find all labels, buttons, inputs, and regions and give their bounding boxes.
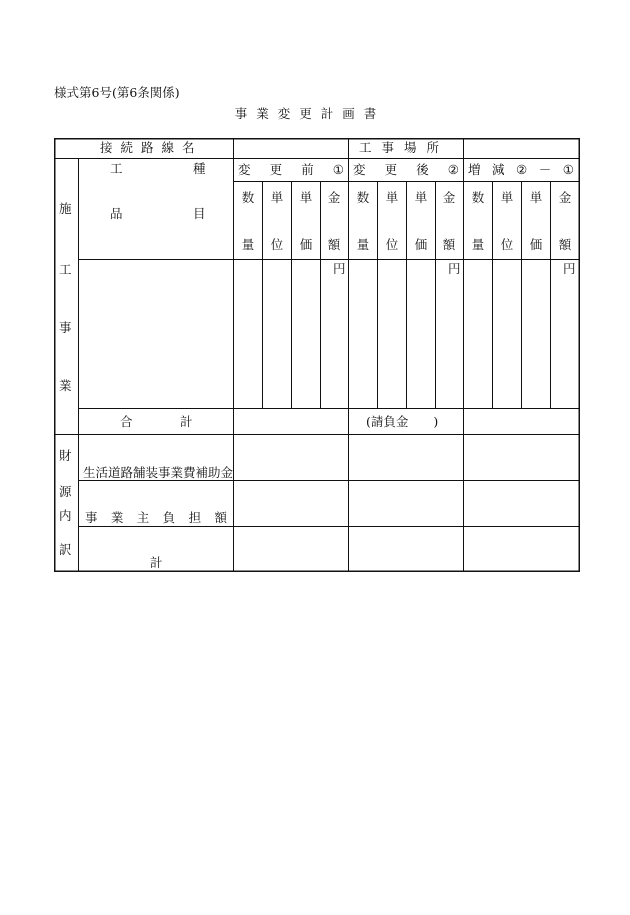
sub-top-label: 数 (356, 190, 370, 205)
route-name-label (100, 141, 210, 155)
sub-top-label: 単 (385, 190, 399, 205)
funding-char: 財 (59, 448, 72, 463)
sub-bottom-label: 額 (442, 237, 456, 252)
total-label-1: 合 (120, 414, 133, 429)
funding-char: 源 (59, 484, 72, 499)
sub-top-label: 単 (299, 190, 313, 205)
sub-bottom-label: 位 (270, 237, 284, 252)
yen-unit: 円 (448, 261, 461, 276)
item-label-2: 目 (193, 206, 206, 221)
total-label-2: 計 (180, 414, 193, 429)
section-char: 業 (59, 378, 72, 393)
sub-bottom-label: 価 (529, 237, 543, 252)
form-number: 様式第6号(第6条関係) (54, 85, 180, 100)
sub-bottom-label: 量 (356, 237, 370, 252)
yen-unit: 円 (333, 261, 346, 276)
section-char: 事 (59, 320, 72, 335)
owner-burden-label: 事 業 主 負 担 額 (85, 510, 227, 525)
contract-amount: (請負金 ) (366, 414, 439, 429)
yen-unit: 円 (563, 261, 576, 276)
sub-top-label: 金 (558, 190, 572, 205)
sub-bottom-label: 量 (241, 237, 255, 252)
sub-bottom-label: 位 (385, 237, 399, 252)
sub-top-label: 金 (327, 190, 341, 205)
sub-bottom-label: 量 (471, 237, 485, 252)
difference-header: 増 減 ② － ① (468, 162, 574, 177)
funding-char: 訳 (59, 542, 72, 557)
sub-bottom-label: 価 (299, 237, 313, 252)
before-change-header: 変 更 前 ① (238, 162, 344, 177)
type-label-1: 工 (110, 161, 123, 176)
route-label-text: 接続路線名 (100, 140, 203, 155)
page-title: 事業変更計画書 (234, 106, 386, 121)
type-label-2: 種 (193, 161, 206, 176)
site-label: 工事場所 (359, 140, 450, 155)
sub-top-label: 単 (529, 190, 543, 205)
funding-char: 内 (59, 508, 72, 523)
sub-top-label: 単 (500, 190, 514, 205)
sub-top-label: 単 (270, 190, 284, 205)
sub-bottom-label: 額 (558, 237, 572, 252)
sub-bottom-label: 額 (327, 237, 341, 252)
sub-bottom-label: 位 (500, 237, 514, 252)
sub-top-label: 単 (414, 190, 428, 205)
after-change-header: 変 更 後 ② (353, 162, 459, 177)
funding-total-label: 計 (150, 555, 163, 570)
section-char: 工 (59, 262, 72, 277)
subsidy-label: 生活道路舗装事業費補助金 (83, 465, 234, 480)
sub-bottom-label: 価 (414, 237, 428, 252)
sub-top-label: 数 (241, 190, 255, 205)
item-label-1: 品 (110, 206, 123, 221)
sub-top-label: 金 (442, 190, 456, 205)
plan-table (54, 138, 580, 572)
section-char: 施 (59, 201, 72, 216)
sub-top-label: 数 (471, 190, 485, 205)
